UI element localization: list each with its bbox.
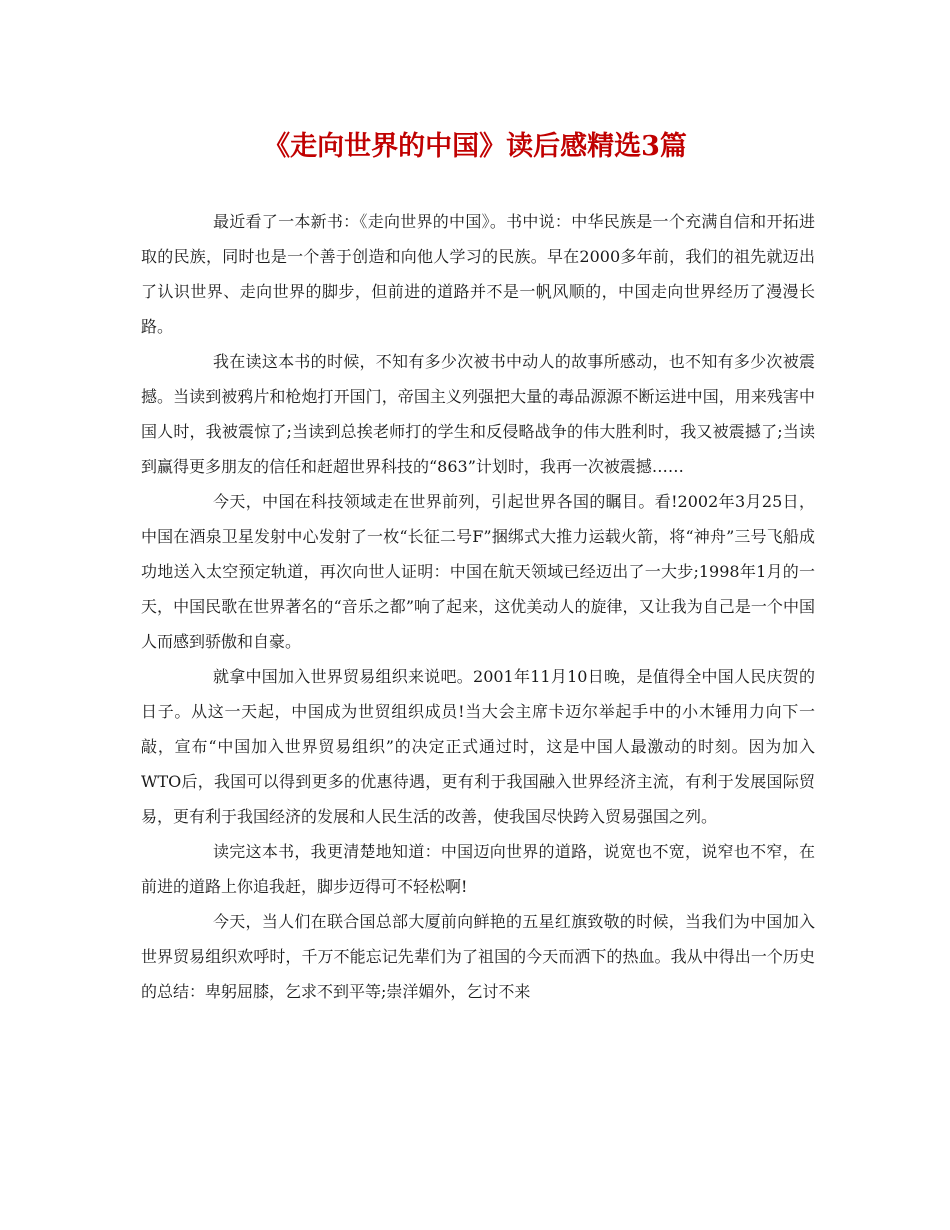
paragraph: 读完这本书，我更清楚地知道：中国迈向世界的道路，说宽也不宽，说窄也不窄，在前进的道路上你追我赶，脚步迈得可不轻松啊! [141,842,815,896]
document-body [141,204,815,1009]
paragraph: 我在读这本书的时候，不知有多少次被书中动人的故事所感动，也不知有多少次被震撼。当读到被鸦片和枪炮打开国门，帝国主义列强把大量的毒品源源不断运进中国，用来残害中国人时，我被震惊了;当读到总挨老师打的学生和反侵略战争的伟大胜利时，我又被震撼了;当读到赢得更多朋友的信任和赶超世界科技的“863”计划时，我再一次被震撼…… [141,352,815,476]
paragraph: 就拿中国加入世界贸易组织来说吧。2001年11月10日晚，是值得全中国人民庆贺的日子。从这一天起，中国成为世贸组织成员!当大会主席卡迈尔举起手中的小木锤用力向下一敲，宣布“中国加入世界贸易组织”的决定正式通过时，这是中国人最激动的时刻。因为加入WTO后，我国可以得到更多的优惠待遇，更有利于我国融入世界经济主流，有利于发展国际贸易，更有利于我国经济的发展和人民生活的改善，使我国尽快跨入贸易强国之列。 [141,667,815,826]
document-title: 《走向世界的中国》读后感精选3篇 [263,131,687,162]
paragraph: 今天，当人们在联合国总部大厦前向鲜艳的五星红旗致敬的时候，当我们为中国加入世界贸易组织欢呼时，千万不能忘记先辈们为了祖国的今天而洒下的热血。我从中得出一个历史的总结：卑躬屈膝，乞求不到平等;崇洋媚外，乞讨不来 [141,912,815,1001]
paragraph: 今天，中国在科技领域走在世界前列，引起世界各国的瞩目。看!2002年3月25日，中国在酒泉卫星发射中心发射了一枚“长征二号F”捆绑式大推力运载火箭，将“神舟”三号飞船成功地送入太空预定轨道，再次向世人证明：中国在航天领域已经迈出了一大步;1998年1月的一天，中国民歌在世界著名的“音乐之都”响了起来，这优美动人的旋律，又让我为自己是一个中国人而感到骄傲和自豪。 [141,492,815,651]
paragraph: 最近看了一本新书：《走向世界的中国》。书中说：中华民族是一个充满自信和开拓进取的民族，同时也是一个善于创造和向他人学习的民族。早在2000多年前，我们的祖先就迈出了认识世界、走向世界的脚步，但前进的道路并不是一帆风顺的，中国走向世界经历了漫漫长路。 [141,212,815,336]
